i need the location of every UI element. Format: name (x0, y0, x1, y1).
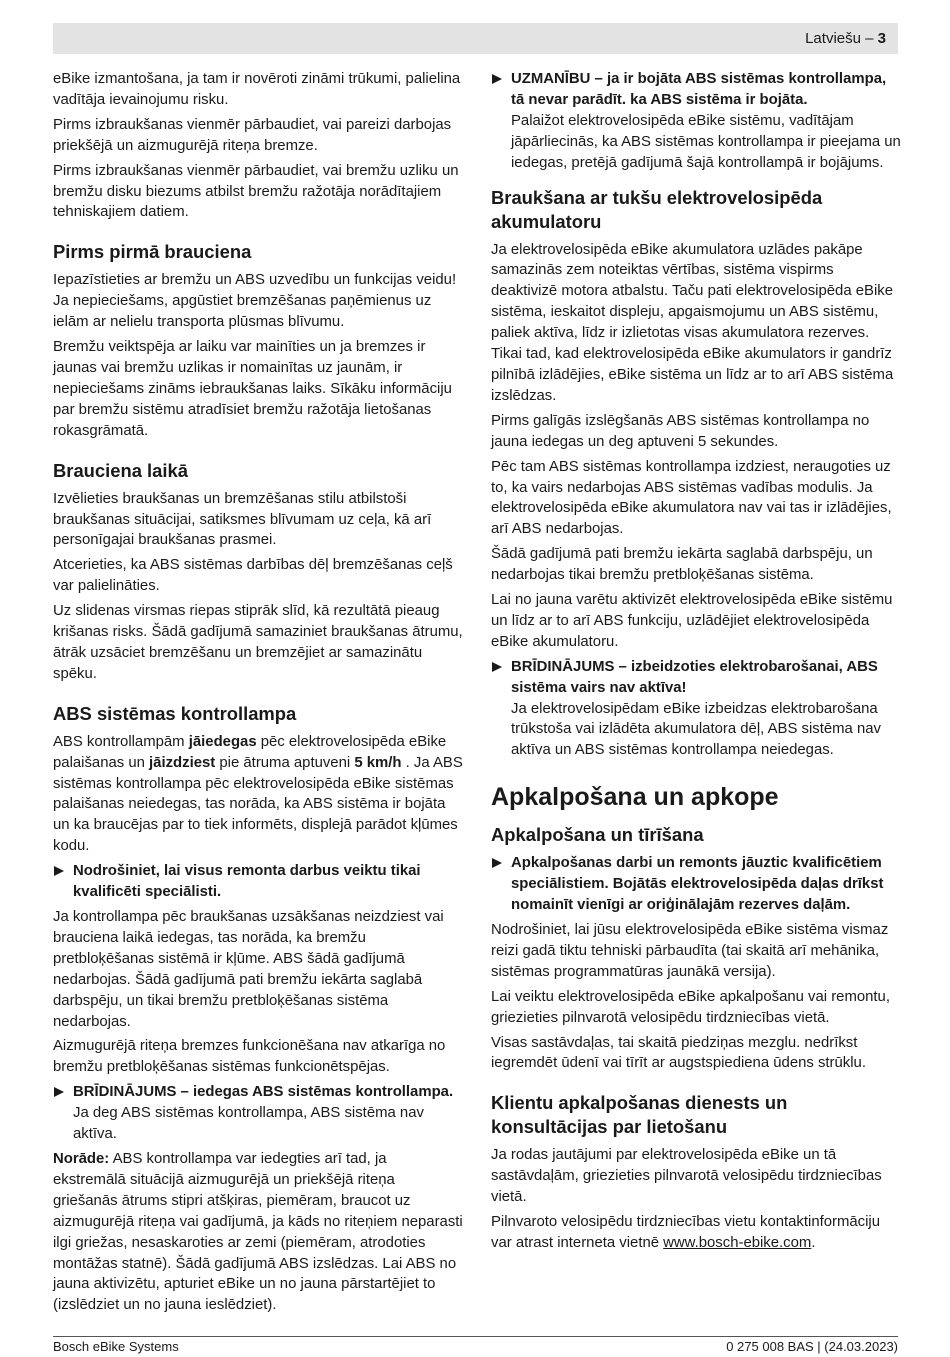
during-ride-paragraph-3: Uz slidenas virsmas riepas stiprāk slīd, kā rezultātā pieaug krišanas risks. Šādā gadījumā samaziniet braukšanas ātrumu, ātrāk uzsāciet bremzēšanu un bremzējiet ar samazinātu spēku. (53, 603, 463, 682)
page-header-text (805, 30, 886, 47)
intro-paragraph-2: Pirms izbraukšanas vienmēr pārbaudiet, vai pareizi darbojas priekšējā un aizmugurējā riteņa bremze. (53, 116, 452, 154)
page-number: 3 (877, 30, 886, 47)
heading-service-main: Apkalpošana un apkope (491, 783, 779, 812)
empty-battery-paragraph-3: Pēc tam ABS sistēmas kontrollampa izdziest, neraugoties uz to, ka vairs nedarbojas ABS sistēmas vadības modulis. Ja elektrovelosipēda eBike akumulatora nav vai tas ir izlādējies, arī ABS nedarbojas. (491, 458, 892, 538)
customer-paragraph-1: Ja rodas jautājumi par elektrovelosipēda eBike un tā sastāvdaļām, griezieties pilnvarotā velosipēdu tirdzniecības vietā. (491, 1147, 882, 1206)
triangle-bullet-icon (54, 1087, 64, 1097)
bullet-title: Nodrošiniet, lai visus remonta darbus veiktu tikai kvalificēti speciālisti. (73, 863, 421, 901)
bullet-warning-abs-lamp (53, 1082, 463, 1145)
intro-paragraph-1: eBike izmantošana, ja tam ir novēroti zināmi trūkumi, palielina vadītāja ievainojumu risku. (53, 71, 461, 108)
service-paragraph-2: Lai veiktu elektrovelosipēda eBike apkalpošanu vai remontu, griezieties pilnvarotā velosipēdu tirdzniecības vietā. (491, 988, 890, 1026)
customer-paragraph-2: Pilnvaroto velosipēdu tirdzniecības vietu kontaktinformāciju var atrast interneta vietnē www.bosch-ebike.com. (491, 1214, 881, 1251)
right-column (491, 69, 901, 1258)
note-text: ABS kontrollampa var iedegties arī tad, ja ekstremālā situācijā aizmugurējā un priekšējā riteņa griešanās ātrums stipri atšķiras, piemēram, braucot uz aizmugurējā riteņa vai gadījumā, ja kāds no riteņiem neparasti ilgi griežas, nesaskaroties ar zemi (piemēram, atrodoties montāžas statnē). Šādā gadījumā ABS izslēdzas. Lai ABS no jauna aktivizētu, apturiet eBike un no jauna pārstartējiet to (izslēdziet un no jauna ieslēdziet). (53, 1150, 463, 1314)
during-ride-paragraph-1: Izvēlieties braukšanas un bremzēšanas stilu atbilstoši braukšanas situācijai, satiksmes blīvumam uz ceļa, kā arī personīgajai braukšanas prasmei. (53, 490, 432, 549)
note-paragraph (53, 1149, 463, 1316)
abs-lamp-paragraph-1: ABS kontrollampām jāiedegas pēc elektrovelosipēda eBike palaišanas un jāizdziest pie ātruma aptuveni 5 km/h . Ja ABS sistēmas kontrollampa pēc elektrovelosipēda eBike sistēmas palaišanas neiedegas, tas norāda, ka ABS sistēma ir bojāta un ka braucējas par to tiek informēts, displejā parādot kļūmes kodu. (53, 733, 463, 855)
service-paragraph-3: Visas sastāvdaļas, tai skaitā piedziņas mezglu. nedrīkst iegremdēt ūdenī vai tīrīt ar augstspiediena ūdens strūklu. (491, 1034, 866, 1072)
intro-paragraph-3: Pirms izbraukšanas vienmēr pārbaudiet, vai bremžu uzliku un bremžu disku biezums atbilst bremžu ražotāja norādītajiem tehniskajiem datiem. (53, 162, 459, 221)
triangle-bullet-icon (54, 866, 64, 876)
heading-customer-service: Klientu apkalpošanas dienests un konsultācijas par lietošanu (491, 1092, 788, 1138)
first-ride-paragraph-1: Iepazīstieties ar bremžu un ABS uzvedību un funkcijas veidu! Ja nepieciešams, apgūstiet bremzēšanas paņēmienus uz ielām ar nelielu transporta plūsmas blīvumu. (53, 272, 457, 331)
note-label: Norāde: (53, 1150, 110, 1167)
heading-service-cleaning: Apkalpošana un tīrīšana (491, 824, 704, 846)
bullet-title: Apkalpošanas darbi un remonts jāuztic kvalificētiem speciālistiem. Bojātās elektrovelosipēda daļas drīkst nomainīt vienīgi ar oriģinālajām rezerves daļām. (511, 855, 884, 914)
heading-first-ride: Pirms pirmā brauciena (53, 241, 252, 263)
footer-doc-number: 0 275 008 BAS | (24.03.2023) (726, 1339, 898, 1354)
heading-empty-battery: Braukšana ar tukšu elektrovelosipēda akumulatoru (491, 186, 823, 232)
service-paragraph-1: Nodrošiniet, lai jūsu elektrovelosipēda eBike sistēma vismaz reizi gadā tiktu tehniski pārbaudīta (tai skaitā arī mehānika, sistēmas programmatūras jaunākā versija). (491, 922, 889, 980)
triangle-bullet-icon (492, 662, 502, 672)
left-column (53, 69, 463, 1320)
heading-during-ride: Brauciena laikā (53, 459, 188, 481)
footer-company: Bosch eBike Systems (53, 1339, 179, 1354)
page-header-bar (53, 23, 898, 54)
empty-battery-paragraph-1: Ja elektrovelosipēda eBike akumulatora uzlādes pakāpe samazinās zem noteiktas vērtības, sistēma vispirms deaktivizē motora atbalstu. Taču pati elektrovelosipēda eBike sistēma, ieskaitot displeju, apgaismojumu un ABS sistēmu, paliek aktīva, līdz ir izlietotas visas akumulatora rezerves. Tikai tad, kad elektrovelosipēda eBike akumulators ir gandrīz pilnībā izlādējies, eBike sistēma un līdz ar to arī ABS sistēma izslēdzas. (491, 241, 894, 404)
empty-battery-paragraph-5: Lai no jauna varētu aktivizēt elektrovelosipēda eBike sistēmu un līdz ar to arī ABS funkciju, uzlādējiet elektrovelosipēda eBike akumulatoru. (491, 592, 893, 650)
bullet-repair-specialists (53, 861, 463, 903)
empty-battery-paragraph-2: Pirms galīgās izslēgšanās ABS sistēmas kontrollampa no jauna iedegas un deg aptuveni 5 sekundes. (491, 412, 870, 450)
bullet-title: UZMANĪBU – ja ir bojāta ABS sistēmas kontrollampa, tā nevar parādīt. ka ABS sistēma ir bojāta. (511, 71, 887, 108)
bullet-body: Ja deg ABS sistēmas kontrollampa, ABS sistēma nav aktīva. (73, 1105, 424, 1143)
during-ride-paragraph-2: Atcerieties, ka ABS sistēmas darbības dēļ bremzēšanas ceļš var palielināties. (53, 557, 453, 595)
heading-abs-lamp: ABS sistēmas kontrollampa (53, 702, 297, 724)
header-separator: – (865, 30, 874, 47)
bullet-body: Ja elektrovelosipēdam eBike izbeidzas elektrobarošana trūkstoša vai izlādēta akumulatora dēļ, ABS sistēma nav aktīva un ABS sistēmas kontrollampa neiedegas. (511, 700, 881, 759)
bullet-service-specialists (491, 853, 901, 916)
empty-battery-paragraph-4: Šādā gadījumā pati bremžu iekārta saglabā darbspēju, un nedarbojas tikai bremžu pretbloķēšanas sistēma. (491, 546, 873, 584)
abs-lamp-paragraph-2: Ja kontrollampa pēc braukšanas uzsākšanas neizdziest vai brauciena laikā iedegas, tas norāda, ka bremžu pretbloķēšanas sistēmā ir kļūme. ABS šādā gadījumā nedarbojas. Šādā gadījumā pati bremžu iekārta saglabā darbspēju, un tikai bremžu pretbloķēšanas sistēma nedarbojas. (53, 909, 444, 1030)
triangle-bullet-icon (492, 74, 502, 84)
bullet-caution-broken-lamp (491, 69, 901, 174)
bosch-ebike-link[interactable]: www.bosch-ebike.com (663, 1234, 812, 1251)
bullet-body: Palaižot elektrovelosipēda eBike sistēmu, vadītājam jāpārliecinās, ka ABS sistēmas kontrollampa ir pieejama un iedegas, pretējā gadījumā šajā kontrollampā ir bojājums. (511, 112, 901, 171)
first-ride-paragraph-2: Bremžu veiktspēja ar laiku var mainīties un ja bremzes ir jaunas vai bremžu uzlikas ir nomainītas uz jaunām, ir nepieciešams zināms iebraukšanas laiks. Sīkāku informāciju par bremžu sistēmu atradīsiet bremžu ražotāja lietošanas rokasgrāmatā. (53, 339, 452, 439)
abs-lamp-paragraph-3: Aizmugurējā riteņa bremzes funkcionēšana nav atkarīga no bremžu pretbloķēšanas sistēmas funkcionētspējas. (53, 1038, 446, 1076)
bullet-title: BRĪDINĀJUMS – iedegas ABS sistēmas kontrollampa. (73, 1084, 454, 1101)
bullet-title: BRĪDINĀJUMS – izbeidzoties elektrobarošanai, ABS sistēma vairs nav aktīva! (511, 658, 878, 696)
bullet-warning-power-loss (491, 657, 901, 762)
footer-divider (53, 1336, 898, 1337)
header-language: Latviešu (805, 30, 861, 47)
triangle-bullet-icon (492, 858, 502, 868)
